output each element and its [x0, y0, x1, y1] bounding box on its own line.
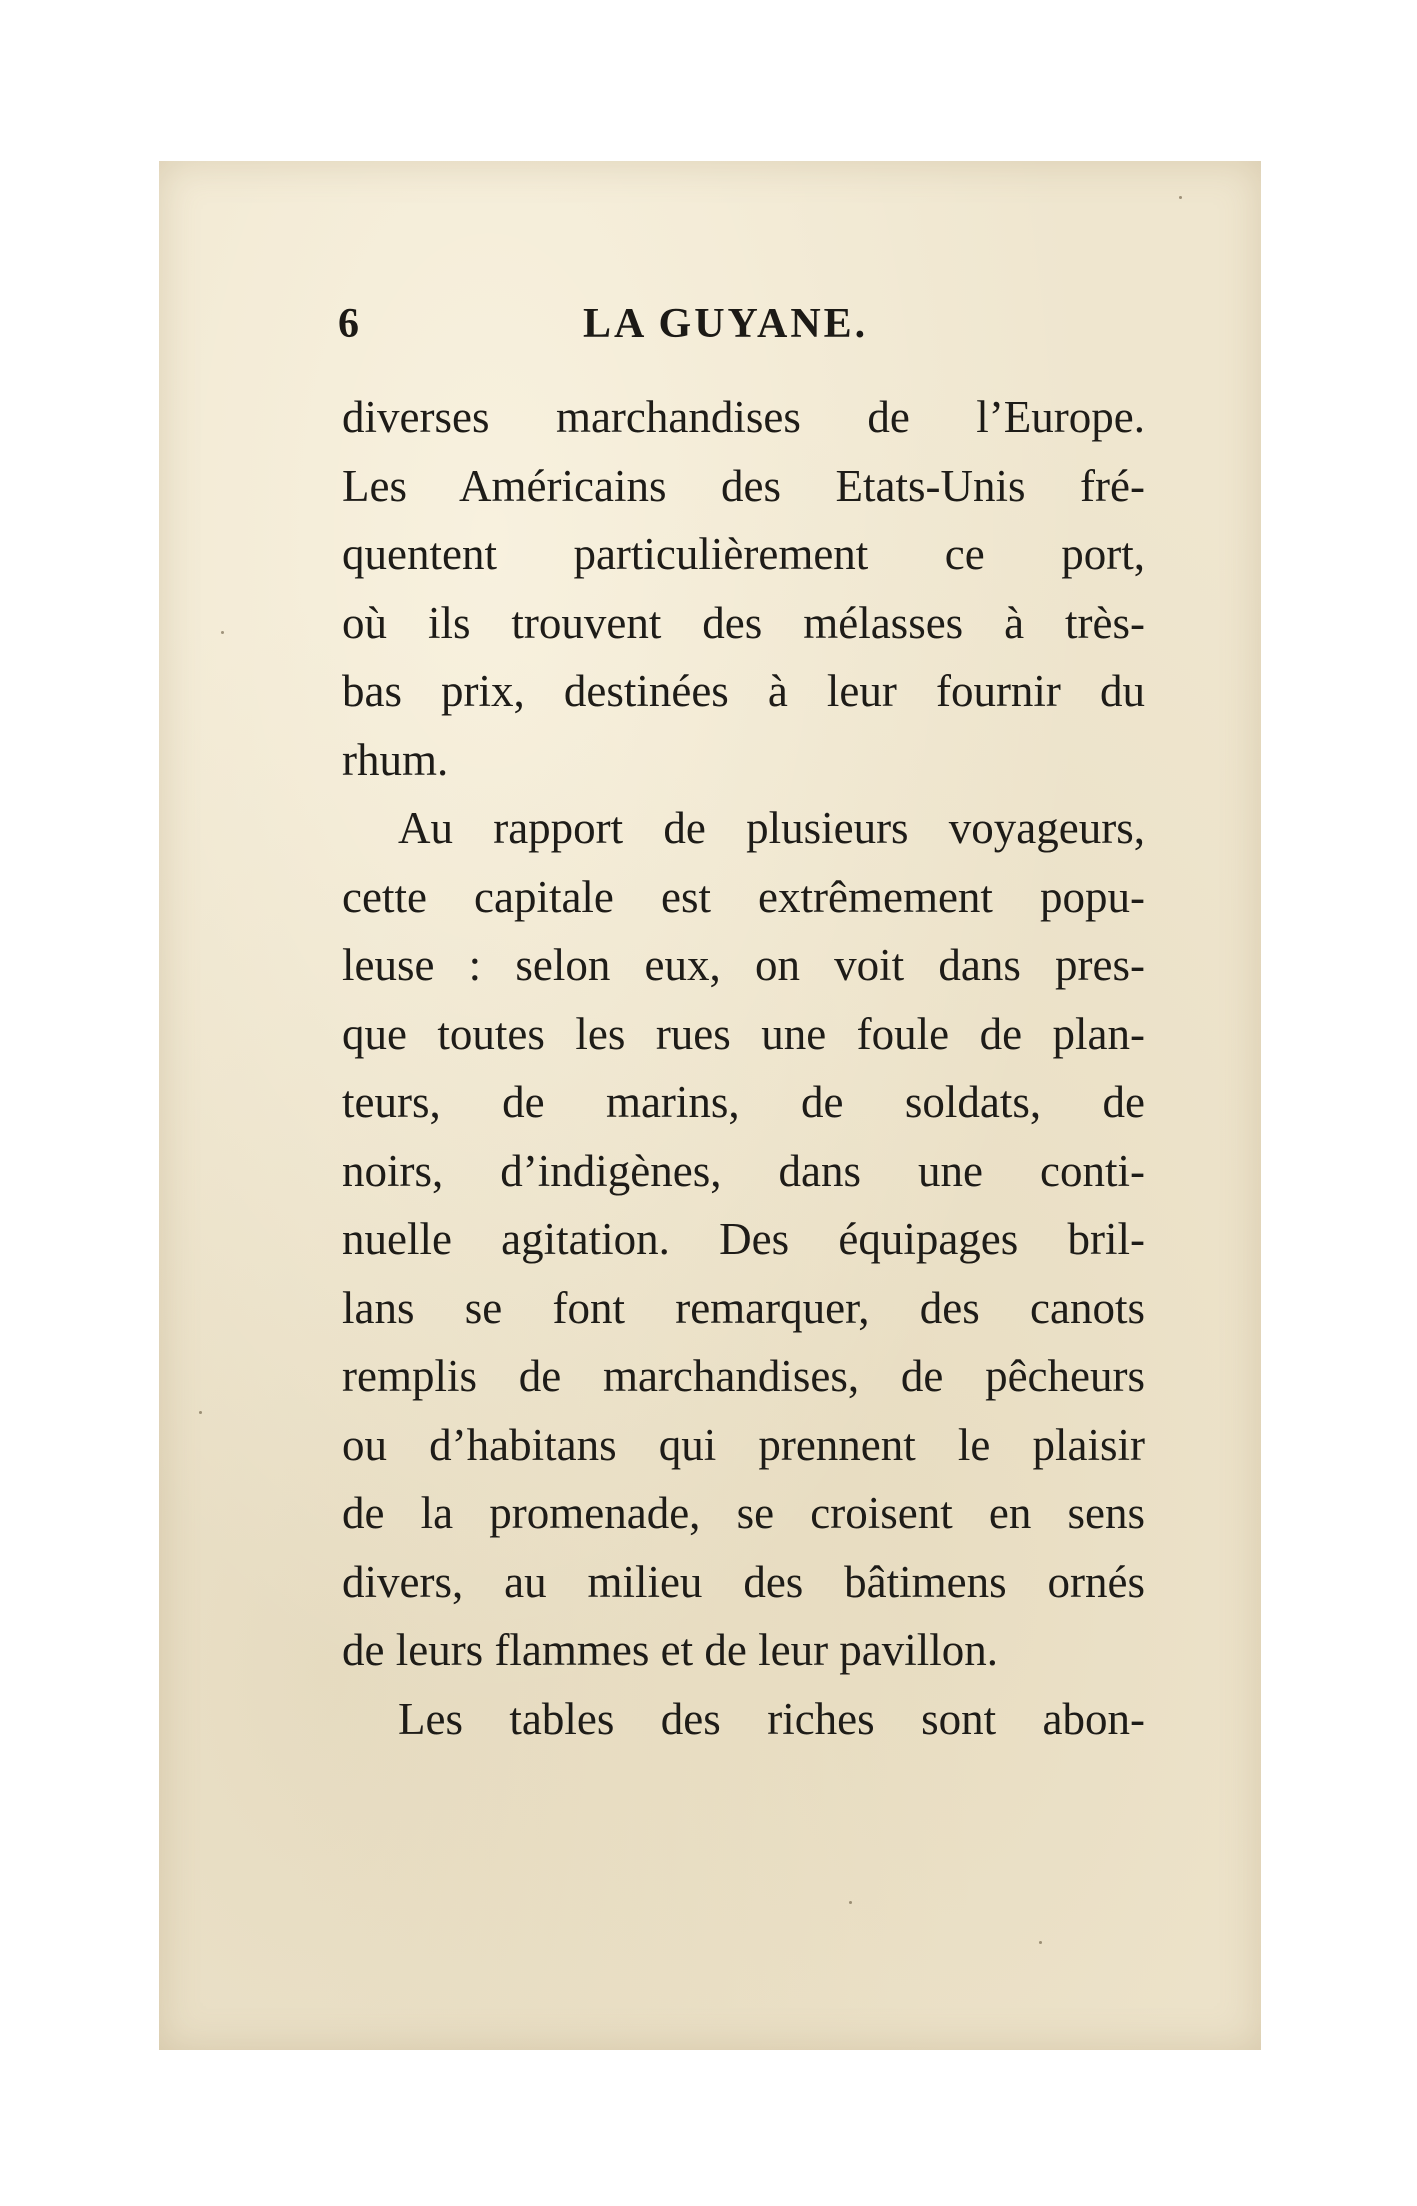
page-header	[338, 300, 1148, 360]
text-line: quentent particulièrement ce port,	[342, 529, 1145, 579]
paper-speck	[199, 1411, 202, 1414]
text-line: Au rapport de plusieurs voyageurs,	[398, 803, 1145, 853]
text-line: Les tables des riches sont abon-	[398, 1693, 1145, 1744]
text-line: Les Américains des Etats-Unis fré-	[342, 460, 1145, 511]
text-line: noirs, d’indigènes, dans une conti-	[342, 1145, 1145, 1196]
paper-speck	[849, 1901, 852, 1904]
text-line: divers, au milieu des bâtimens ornés	[342, 1556, 1145, 1607]
text-line: teurs, de marins, de soldats, de	[342, 1077, 1145, 1127]
text-line: lans se font remarquer, des canots	[342, 1282, 1145, 1333]
paper-speck	[1039, 1941, 1042, 1944]
text-line: leuse : selon eux, on voit dans pres-	[342, 940, 1145, 990]
text-line: que toutes les rues une foule de plan-	[342, 1008, 1145, 1059]
text-line: nuelle agitation. Des équipages bril-	[342, 1214, 1145, 1264]
text-line: diverses marchandises de l’Europe.	[342, 392, 1145, 442]
text-line: rhum.	[342, 734, 449, 785]
page-number: 6	[338, 301, 359, 347]
text-line: de la promenade, se croisent en sens	[342, 1488, 1145, 1538]
paper-speck	[221, 631, 224, 634]
text-line: bas prix, destinées à leur fournir du	[342, 666, 1145, 716]
body-text	[342, 383, 1145, 1753]
text-line: ou d’habitans qui prennent le plaisir	[342, 1419, 1145, 1470]
running-title: LA GUYANE.	[583, 301, 869, 347]
text-line: cette capitale est extrêmement popu-	[342, 871, 1145, 922]
paper-speck	[1179, 196, 1182, 199]
text-line: remplis de marchandises, de pêcheurs	[342, 1351, 1145, 1401]
text-line: de leurs flammes et de leur pavillon.	[342, 1625, 999, 1675]
text-line: où ils trouvent des mélasses à très-	[342, 597, 1145, 648]
